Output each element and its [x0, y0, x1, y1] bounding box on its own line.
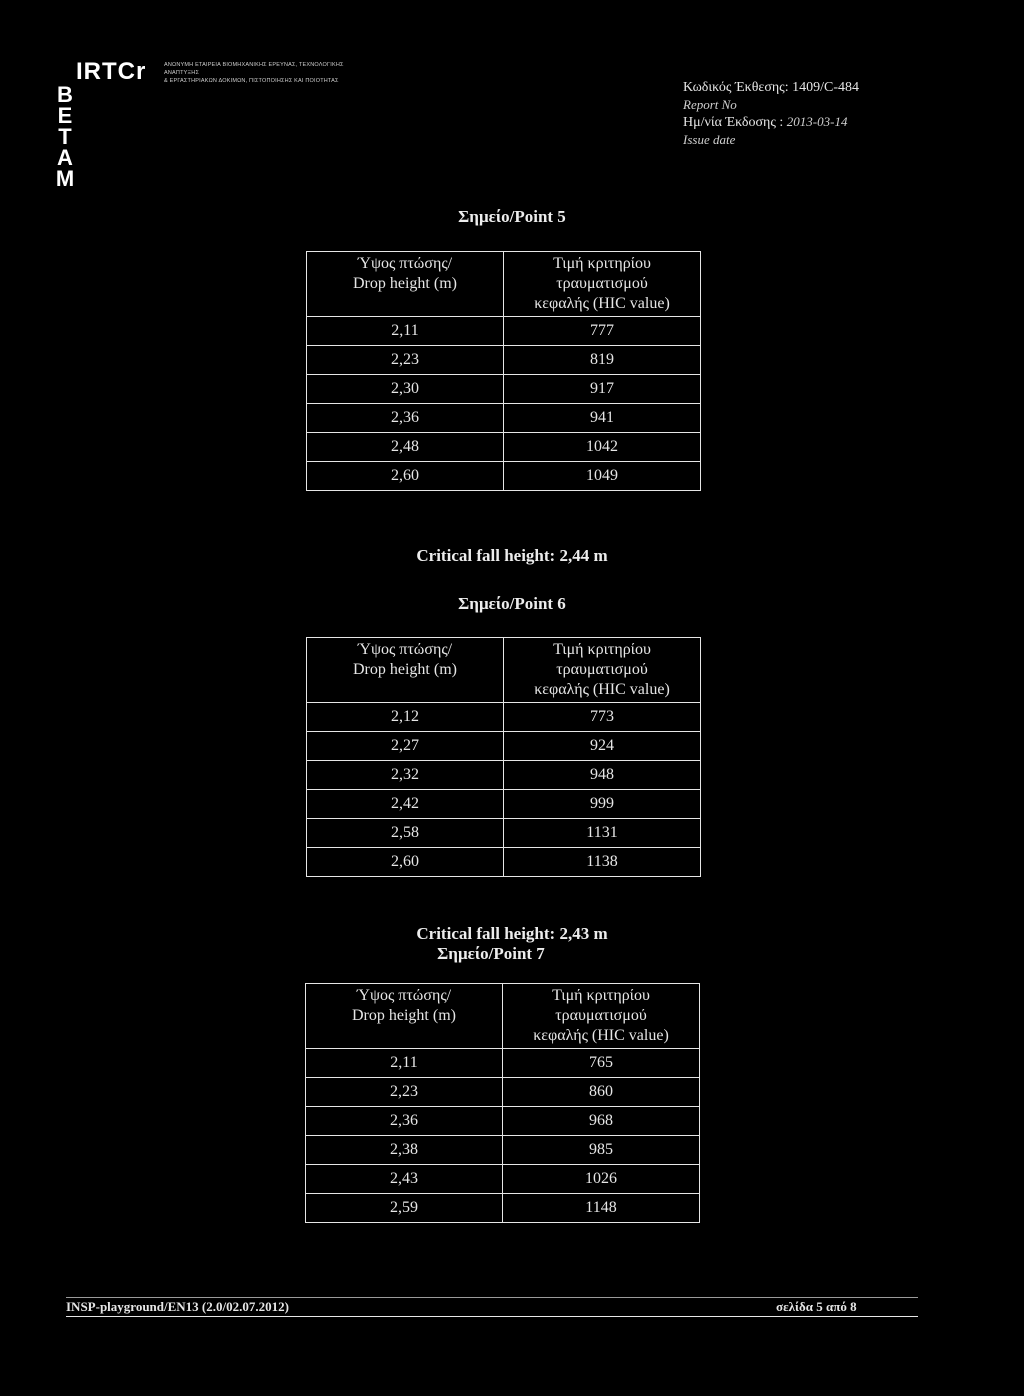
drop-height-cell: 2,11: [306, 1049, 503, 1078]
drop-height-cell: 2,30: [307, 375, 504, 404]
drop-height-cell: 2,12: [307, 703, 504, 732]
hic-cell: 968: [503, 1107, 700, 1136]
table-row: [307, 404, 701, 433]
drop-height-cell: 2,48: [307, 433, 504, 462]
table-row: [307, 848, 701, 877]
report-number: [683, 79, 859, 96]
footer-document-code: INSP-playground/EN13 (2.0/02.07.2012): [66, 1299, 289, 1314]
point-5-table: [306, 251, 701, 491]
hic-cell: 1042: [504, 433, 701, 462]
footer-divider-top: [66, 1297, 918, 1298]
col-drop-height-header: Ύψος πτώσης/ Drop height (m): [306, 984, 503, 1049]
point-7-title: Σημείο/Point 7: [437, 944, 545, 963]
footer-page-number: σελίδα 5 από 8: [776, 1299, 857, 1314]
drop-height-cell: 2,23: [307, 346, 504, 375]
issue-date-value: 2013-03-14: [786, 114, 848, 129]
drop-height-cell: 2,42: [307, 790, 504, 819]
org-tagline-line-1: ΑΝΩΝΥΜΗ ΕΤΑΙΡΕΙΑ ΒΙΟΜΗΧΑΝΙΚΗΣ ΕΡΕΥΝΑΣ, ΤΕΧΝΟΛΟΓΙΚΗΣ ΑΝΑΠΤΥΞΗΣ: [164, 62, 344, 76]
table-row: [307, 462, 701, 491]
point-5-title: Σημείο/Point 5: [458, 207, 566, 226]
report-meta: [683, 79, 859, 148]
drop-height-cell: 2,27: [307, 732, 504, 761]
org-logo: IRTCr: [76, 58, 147, 85]
table-header-row: [306, 984, 700, 1049]
hic-cell: 1026: [503, 1165, 700, 1194]
drop-height-cell: 2,58: [307, 819, 504, 848]
drop-height-cell: 2,36: [306, 1107, 503, 1136]
issue-date-label: Ημ/νία Έκδοσης :: [683, 115, 784, 130]
table-row: [306, 1136, 700, 1165]
table-row: [307, 346, 701, 375]
hic-cell: 765: [503, 1049, 700, 1078]
table-row: [306, 1078, 700, 1107]
col-drop-height-header: Ύψος πτώσης/ Drop height (m): [307, 252, 504, 317]
drop-height-cell: 2,43: [306, 1165, 503, 1194]
point-7-table: [305, 983, 700, 1223]
table-row: [306, 1194, 700, 1223]
table-row: [307, 819, 701, 848]
point-5-critical-height: Critical fall height: 2,44 m: [416, 546, 608, 565]
table-row: [307, 375, 701, 404]
point-6-table: [306, 637, 701, 877]
issue-date-label-en: Issue date: [683, 132, 736, 147]
drop-height-cell: 2,60: [307, 462, 504, 491]
table-row: [307, 732, 701, 761]
table-row: [306, 1049, 700, 1078]
drop-height-cell: 2,59: [306, 1194, 503, 1223]
hic-cell: 1131: [504, 819, 701, 848]
drop-height-cell: 2,11: [307, 317, 504, 346]
table-row: [306, 1107, 700, 1136]
hic-cell: 860: [503, 1078, 700, 1107]
table-row: [307, 317, 701, 346]
hic-cell: 948: [504, 761, 701, 790]
betam-vertical-logo: B E T A M: [55, 82, 75, 191]
drop-height-cell: 2,60: [307, 848, 504, 877]
table-header-row: [307, 638, 701, 703]
hic-cell: 773: [504, 703, 701, 732]
hic-cell: 1148: [503, 1194, 700, 1223]
table-row: [307, 761, 701, 790]
report-number-label-en: Report No: [683, 97, 737, 112]
report-number-label: Κωδικός Έκθεσης:: [683, 80, 789, 95]
hic-cell: 819: [504, 346, 701, 375]
drop-height-cell: 2,38: [306, 1136, 503, 1165]
hic-cell: 1049: [504, 462, 701, 491]
footer-divider: [66, 1316, 918, 1317]
hic-cell: 1138: [504, 848, 701, 877]
drop-height-cell: 2,23: [306, 1078, 503, 1107]
hic-cell: 985: [503, 1136, 700, 1165]
hic-cell: 999: [504, 790, 701, 819]
point-6-critical-height: Critical fall height: 2,43 m: [416, 924, 608, 943]
point-6-title: Σημείο/Point 6: [458, 594, 566, 613]
table-header-row: [307, 252, 701, 317]
drop-height-cell: 2,32: [307, 761, 504, 790]
table-row: [307, 703, 701, 732]
col-hic-header: Τιμή κριτηρίου τραυματισμού κεφαλής (HIC value): [503, 984, 700, 1049]
col-drop-height-header: Ύψος πτώσης/ Drop height (m): [307, 638, 504, 703]
col-hic-header: Τιμή κριτηρίου τραυματισμού κεφαλής (HIC value): [504, 252, 701, 317]
issue-date: [683, 113, 859, 131]
hic-cell: 941: [504, 404, 701, 433]
table-row: [307, 790, 701, 819]
report-number-value: 1409/C-484: [792, 80, 860, 95]
org-tagline-line-2: & ΕΡΓΑΣΤΗΡΙΑΚΩΝ ΔΟΚΙΜΩΝ, ΠΙΣΤΟΠΟΙΗΣΗΣ ΚΑΙ ΠΟΙΟΤΗΤΑΣ: [164, 78, 339, 84]
table-row: [307, 433, 701, 462]
hic-cell: 924: [504, 732, 701, 761]
org-tagline: [164, 61, 374, 85]
hic-cell: 917: [504, 375, 701, 404]
drop-height-cell: 2,36: [307, 404, 504, 433]
hic-cell: 777: [504, 317, 701, 346]
col-hic-header: Τιμή κριτηρίου τραυματισμού κεφαλής (HIC value): [504, 638, 701, 703]
table-row: [306, 1165, 700, 1194]
